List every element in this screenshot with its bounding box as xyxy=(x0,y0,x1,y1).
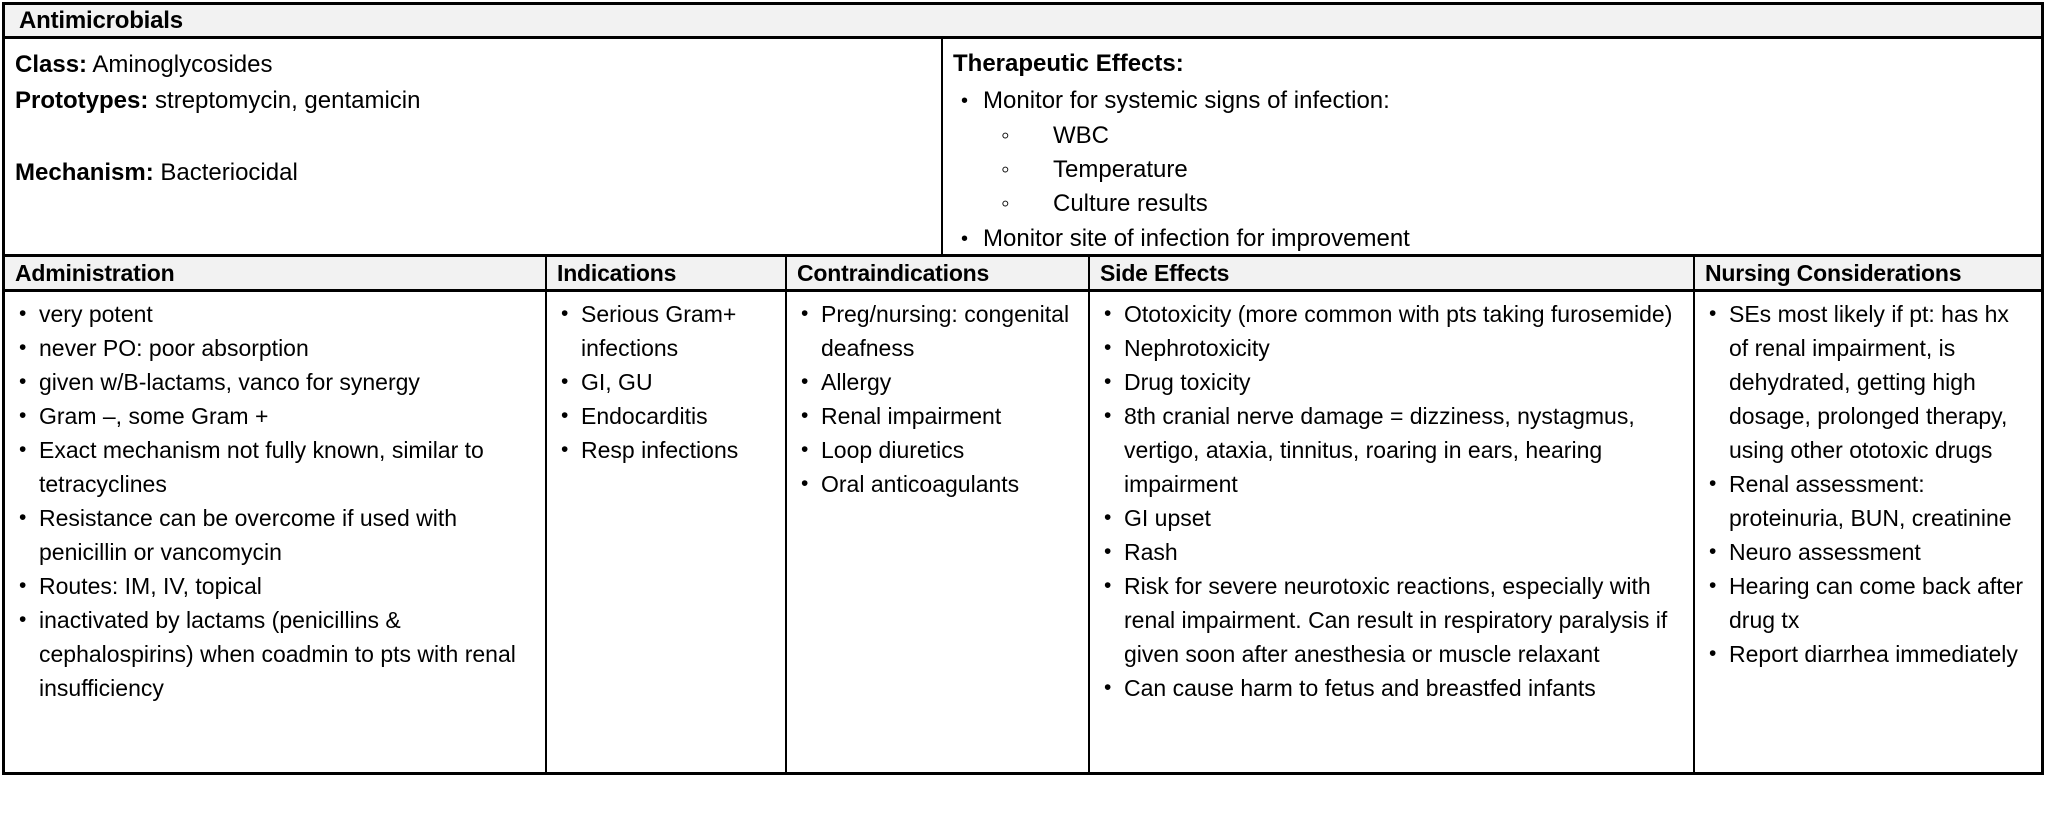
list-item: • Exact mechanism not fully known, similar to tetracyclines xyxy=(13,433,537,501)
overview-row xyxy=(5,39,2041,257)
list-item: • Endocarditis xyxy=(555,399,777,433)
list-item: • Oral anticoagulants xyxy=(795,467,1080,501)
list-item: • given w/B-lactams, vanco for synergy xyxy=(13,365,537,399)
list-item: • never PO: poor absorption xyxy=(13,331,537,365)
drug-mechanism-label: Mechanism: xyxy=(15,159,154,186)
list-item: • very potent xyxy=(13,297,537,331)
column-header-row xyxy=(5,257,2041,292)
overview-spacer xyxy=(15,119,941,155)
column-header-side-effects: Side Effects xyxy=(1090,257,1695,289)
drug-prototypes-label: Prototypes: xyxy=(15,87,149,114)
column-header-indications: Indications xyxy=(547,257,787,289)
indications-list xyxy=(555,297,777,467)
list-item: • Renal assessment: proteinuria, BUN, creatinine xyxy=(1703,467,2033,535)
cell-indications xyxy=(547,292,787,772)
therapeutic-effects-cell xyxy=(943,39,2041,254)
cell-side-effects xyxy=(1090,292,1695,772)
drug-overview-cell xyxy=(5,39,943,254)
table-row xyxy=(5,292,2041,772)
column-header-nursing-considerations: Nursing Considerations xyxy=(1705,259,1962,286)
drug-prototypes-line xyxy=(15,83,941,119)
antimicrobials-drug-table xyxy=(2,2,2044,775)
list-item: • Loop diuretics xyxy=(795,433,1080,467)
list-item: • Resistance can be overcome if used with penicillin or vancomycin xyxy=(13,501,537,569)
list-item: • inactivated by lactams (penicillins & cephalospirins) when coadmin to pts with renal insufficiency xyxy=(13,603,537,705)
list-item: • Serious Gram+ infections xyxy=(555,297,777,365)
list-item: • Rash xyxy=(1098,535,1685,569)
list-item: • Drug toxicity xyxy=(1098,365,1685,399)
therapeutic-effect-text: Monitor for systemic signs of infection: xyxy=(983,87,1390,114)
list-item: • Risk for severe neurotoxic reactions, especially with renal impairment. Can result in respiratory paralysis if given soon after anesthesia or muscle relaxant xyxy=(1098,569,1685,671)
list-item: • GI, GU xyxy=(555,365,777,399)
table-title-row xyxy=(5,5,2041,39)
list-item: • Can cause harm to fetus and breastfed infants xyxy=(1098,671,1685,705)
list-item: • Preg/nursing: congenital deafness xyxy=(795,297,1080,365)
list-item: • Gram –, some Gram + xyxy=(13,399,537,433)
contraindications-list xyxy=(795,297,1080,501)
therapeutic-effects-heading: Therapeutic Effects: xyxy=(953,50,1184,77)
drug-class-value: Aminoglycosides xyxy=(87,51,273,78)
therapeutic-effects-list xyxy=(953,83,2041,254)
list-item: ◦ WBC xyxy=(953,119,2041,153)
list-item: • GI upset xyxy=(1098,501,1685,535)
list-item: ◦ Temperature xyxy=(953,153,2041,187)
list-item xyxy=(953,83,2041,119)
list-item: • SEs most likely if pt: has hx of renal impairment, is dehydrated, getting high dosage, prolonged therapy, using other ototoxic drugs xyxy=(1703,297,2033,467)
list-item: • Nephrotoxicity xyxy=(1098,331,1685,365)
drug-mechanism-value: Bacteriocidal xyxy=(153,159,298,186)
drug-class-line xyxy=(15,47,941,83)
drug-class-label: Class: xyxy=(15,51,88,78)
therapeutic-effects-sublist xyxy=(953,119,2041,221)
page-title: Antimicrobials xyxy=(19,6,183,34)
cell-administration xyxy=(5,292,547,772)
column-header-contraindications: Contraindications xyxy=(787,257,1090,289)
list-item: • Renal impairment xyxy=(795,399,1080,433)
list-item xyxy=(953,221,2041,254)
list-item: • Neuro assessment xyxy=(1703,535,2033,569)
list-item: • 8th cranial nerve damage = dizziness, nystagmus, vertigo, ataxia, tinnitus, roaring in ears, hearing impairment xyxy=(1098,399,1685,501)
list-item: • Allergy xyxy=(795,365,1080,399)
cell-nursing-considerations xyxy=(1695,292,2041,772)
list-item: • Report diarrhea immediately xyxy=(1703,637,2033,671)
list-item: ◦ Culture results xyxy=(953,187,2041,221)
drug-mechanism-line xyxy=(15,155,941,191)
side-effects-list xyxy=(1098,297,1685,705)
list-item: • Resp infections xyxy=(555,433,777,467)
list-item: • Ototoxicity (more common with pts taking furosemide) xyxy=(1098,297,1685,331)
drug-prototypes-value: streptomycin, gentamicin xyxy=(148,87,421,114)
therapeutic-effect-text: Monitor site of infection for improvement xyxy=(983,225,1410,252)
column-header-administration: Administration xyxy=(5,257,547,289)
cell-contraindications xyxy=(787,292,1090,772)
administration-list xyxy=(13,297,537,705)
list-item: • Routes: IM, IV, topical xyxy=(13,569,537,603)
nursing-considerations-list xyxy=(1703,297,2033,671)
list-item: • Hearing can come back after drug tx xyxy=(1703,569,2033,637)
